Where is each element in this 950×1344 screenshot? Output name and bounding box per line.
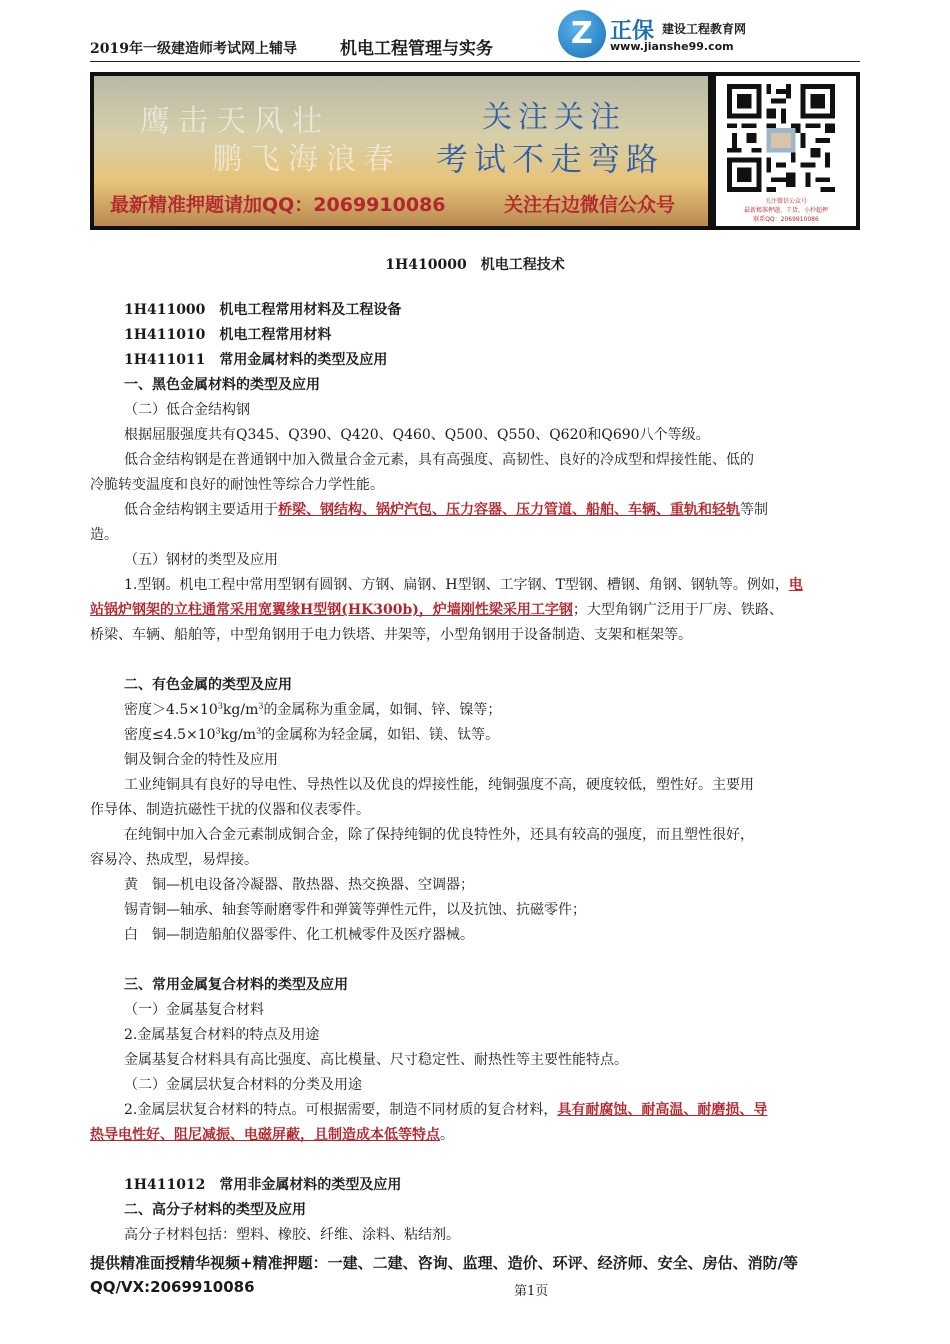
highlight-text: 具有耐腐蚀、耐高温、耐磨损、导 bbox=[557, 1102, 768, 1118]
paragraph-line: （二）金属层状复合材料的分类及用途 bbox=[124, 1077, 362, 1093]
logo-url: www.jianshe99.com bbox=[610, 40, 734, 53]
text-run: 低合金结构钢主要适用于 bbox=[124, 502, 278, 518]
paragraph-line: 铜及铜合金的特性及应用 bbox=[124, 752, 278, 768]
paragraph-line: 造。 bbox=[90, 527, 118, 543]
banner-poem-1: 鹰击天风壮 bbox=[140, 104, 330, 139]
highlight-text: 桥梁、钢结构、锅炉汽包、压力容器、压力管道、船舶、车辆、重轨和轻轨 bbox=[278, 502, 740, 518]
paragraph-line: 桥梁、车辆、船舶等，中型角钢用于电力铁塔、井架等，小型角钢用于设备制造、支架和框架等。 bbox=[90, 627, 692, 643]
logo-brand: 正保 bbox=[610, 19, 655, 44]
banner-follow: 关注关注 bbox=[482, 100, 626, 135]
text-run: 。 bbox=[440, 1127, 454, 1143]
superscript: 3 bbox=[217, 701, 223, 711]
sub-heading: 一、黑色金属材料的类型及应用 bbox=[124, 377, 320, 393]
highlight-text: 热导电性好、阻尼减振、电磁屏蔽，且制造成本低等特点 bbox=[90, 1127, 440, 1143]
ad-banner[interactable] bbox=[90, 72, 860, 230]
paragraph-line: 金属基复合材料具有高比强度、高比模量、尺寸稳定性、耐热性等主要性能特点。 bbox=[124, 1052, 628, 1068]
header-subject: 机电工程管理与实务 bbox=[340, 39, 493, 59]
text-run: 2.金属层状复合材料的特点。可根据需要，制造不同材质的复合材料， bbox=[124, 1102, 558, 1118]
paragraph-line: （一）金属基复合材料 bbox=[124, 1002, 264, 1018]
sub-heading: 二、有色金属的类型及应用 bbox=[124, 677, 292, 693]
paragraph-line: 黄 铜—机电设备冷凝器、散热器、热交换器、空调器； bbox=[124, 877, 474, 893]
paragraph-line: 低合金结构钢是在普通钢中加入微量合金元素，具有高强度、高韧性、良好的冷成型和焊接性能、低的 bbox=[124, 452, 754, 468]
sub-heading: 三、常用金属复合材料的类型及应用 bbox=[124, 977, 348, 993]
qr-code-panel[interactable] bbox=[716, 76, 856, 226]
paragraph-line: 根据屈服强度共有Q345、Q390、Q420、Q460、Q500、Q550、Q620和Q690八个等级。 bbox=[124, 427, 710, 443]
header-course: 2019年一级建造师考试网上辅导 bbox=[90, 41, 297, 57]
text-run: ；大型角钢广泛用于厂房、铁路、 bbox=[572, 602, 783, 618]
paragraph-line: 2.金属基复合材料的特点及用途 bbox=[124, 1027, 320, 1043]
text-run: kg/m bbox=[222, 702, 259, 718]
chapter-title: 1H410000 机电工程技术 bbox=[385, 257, 565, 273]
banner-wechat: 关注右边微信公众号 bbox=[504, 194, 676, 216]
footer-qq: QQ/VX:2069910086 bbox=[90, 1278, 255, 1296]
paragraph-line: 作导体、制造抗磁性干扰的仪器和仪表零件。 bbox=[90, 802, 370, 818]
banner-exam: 考试不走弯路 bbox=[436, 140, 665, 178]
superscript: 3 bbox=[215, 726, 221, 736]
qr-code-icon bbox=[726, 84, 836, 192]
section-heading: 1H411012 常用非金属材料的类型及应用 bbox=[124, 1177, 402, 1193]
paragraph-line bbox=[90, 1098, 860, 1123]
banner-poem-2: 鹏飞海浪春 bbox=[212, 142, 402, 177]
paragraph-line bbox=[90, 698, 860, 723]
banner-qq: 最新精准押题请加QQ：2069910086 bbox=[110, 194, 446, 216]
sub-heading: 二、高分子材料的类型及应用 bbox=[124, 1202, 306, 1218]
page-footer bbox=[90, 1252, 860, 1299]
superscript: 3 bbox=[258, 701, 264, 711]
paragraph-line: （二）低合金结构钢 bbox=[124, 402, 250, 418]
paragraph-line bbox=[90, 723, 860, 748]
logo-emblem-icon bbox=[558, 10, 606, 58]
paragraph-line: 冷脆转变温度和良好的耐蚀性等综合力学性能。 bbox=[90, 477, 384, 493]
paragraph-line bbox=[90, 573, 860, 598]
paragraph-line bbox=[90, 498, 860, 523]
paragraph-line bbox=[90, 598, 860, 623]
paragraph-line bbox=[90, 1123, 860, 1148]
text-run: 的金属称为重金属，如铜、锌、镍等； bbox=[263, 702, 502, 718]
section-heading: 1H411010 机电工程常用材料 bbox=[124, 327, 332, 343]
text-run: 等制 bbox=[740, 502, 768, 518]
qr-caption-2: 最新精准押题、干货、小抄超押 bbox=[743, 207, 828, 214]
qr-caption-1: 关注微信公众号 bbox=[764, 198, 807, 205]
paragraph-line: 在纯铜中加入合金元素制成铜合金，除了保持纯铜的优良特性外，还具有较高的强度，而且塑性很好， bbox=[124, 827, 754, 843]
section-heading: 1H411000 机电工程常用材料及工程设备 bbox=[124, 302, 402, 318]
highlight-text: 站锅炉钢架的立柱通常采用宽翼缘H型钢(HK300b)，炉墙刚性梁采用工字钢 bbox=[90, 602, 573, 618]
text-run: 密度≤4.5×10 bbox=[124, 727, 216, 743]
text-run: kg/m bbox=[220, 727, 257, 743]
paragraph-line: （五）钢材的类型及应用 bbox=[124, 552, 278, 568]
superscript: 3 bbox=[256, 726, 262, 736]
highlight-text: 电 bbox=[788, 577, 803, 593]
text-run: 密度＞4.5×10 bbox=[124, 702, 218, 718]
page-header bbox=[90, 8, 860, 62]
document-body bbox=[90, 298, 860, 1248]
footer-ad: 提供精准面授精华视频+精准押题：一建、二建、咨询、监理、造价、环评、经济师、安全、房估、消防/等 bbox=[90, 1254, 799, 1272]
paragraph-line: 高分子材料包括：塑料、橡胶、纤维、涂料、粘结剂。 bbox=[124, 1227, 460, 1243]
brand-logo[interactable] bbox=[558, 10, 858, 58]
text-run: 1.型钢。机电工程中常用型钢有圆钢、方钢、扁钢、H型钢、工字钢、T型钢、槽钢、角钢、钢轨等。例如， bbox=[124, 577, 789, 593]
paragraph-line: 白 铜—制造船舶仪器零件、化工机械零件及医疗器械。 bbox=[124, 927, 474, 943]
logo-subtitle: 建设工程教育网 bbox=[662, 22, 747, 36]
page-number: 第1页 bbox=[514, 1284, 549, 1299]
section-heading: 1H411011 常用金属材料的类型及应用 bbox=[124, 352, 388, 368]
paragraph-line: 工业纯铜具有良好的导电性、导热性以及优良的焊接性能，纯铜强度不高，硬度较低，塑性好。主要用 bbox=[124, 777, 754, 793]
banner-image bbox=[94, 76, 708, 226]
qr-caption-3: 联系QQ：2069910086 bbox=[753, 216, 819, 223]
text-run: 的金属称为轻金属，如铝、镁、钛等。 bbox=[261, 727, 500, 743]
paragraph-line: 容易冷、热成型，易焊接。 bbox=[90, 852, 258, 868]
paragraph-line: 锡青铜—轴承、轴套等耐磨零件和弹簧等弹性元件，以及抗蚀、抗磁零件； bbox=[124, 902, 586, 918]
